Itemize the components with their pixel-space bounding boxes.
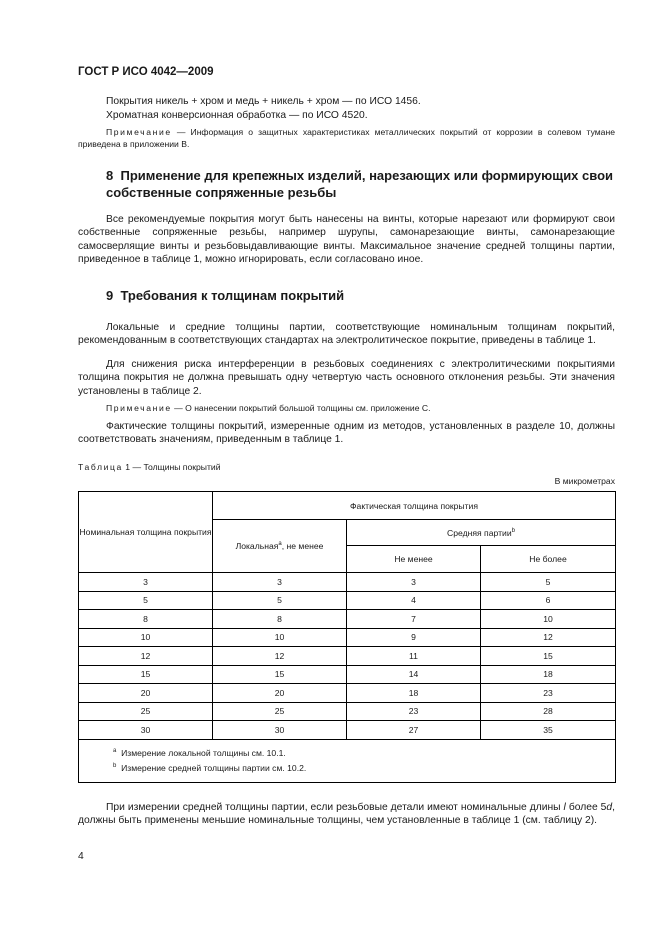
table-row: [79, 721, 616, 740]
footnote-a-mark: a: [113, 747, 117, 754]
cell: 27: [347, 721, 481, 740]
note-1: [78, 126, 615, 151]
table-row: [79, 610, 616, 629]
table-caption-label: Таблица: [78, 462, 123, 472]
table-row: [79, 684, 616, 703]
table-row: [79, 591, 616, 610]
cell: 15: [79, 665, 213, 684]
section-9-paragraph-2: Для снижения риска интерференции в резьбовых соединениях с электролитическими покрытиями толщина покрытия не должна превышать одну четвертую часть основного отклонения резьбы. Эти значения установлены в таблице 2.: [78, 359, 615, 397]
note-2: [78, 402, 615, 414]
table-caption: [78, 462, 221, 472]
cell: 30: [79, 721, 213, 740]
section-title: Требования к толщинам покрытий: [120, 288, 345, 303]
header-actual: Фактическая толщина покрытия: [213, 492, 616, 520]
cell: 23: [347, 702, 481, 721]
note-text: — О нанесении покрытий большой толщины см. приложение С.: [171, 403, 431, 413]
header-min: Не менее: [347, 546, 481, 573]
cell: 28: [481, 702, 616, 721]
table-unit: В микрометрах: [554, 476, 615, 486]
cell: 12: [481, 628, 616, 647]
header-local-suffix: , не менее: [281, 541, 324, 551]
cell: 20: [213, 684, 347, 703]
cell: 10: [481, 610, 616, 629]
table-row: [79, 573, 616, 592]
table-row: [79, 628, 616, 647]
note-label: Примечание: [106, 403, 172, 413]
note-label: Примечание: [106, 127, 172, 137]
cell: 30: [213, 721, 347, 740]
cell: 18: [347, 684, 481, 703]
cell: 3: [347, 573, 481, 592]
page-number: 4: [78, 851, 84, 862]
final-paragraph: [78, 801, 615, 828]
cell: 8: [213, 610, 347, 629]
footnote-b-mark: b: [113, 762, 117, 769]
cell: 3: [79, 573, 213, 592]
cell: 14: [347, 665, 481, 684]
footnote-a: [113, 746, 615, 761]
section-8-heading: [106, 167, 615, 201]
cell: 10: [213, 628, 347, 647]
cell: 25: [79, 702, 213, 721]
cell: 35: [481, 721, 616, 740]
cell: 12: [213, 647, 347, 666]
footnote-ref-b: b: [511, 527, 515, 534]
intro-line-2: Хроматная конверсионная обработка — по ИСО 4520.: [106, 110, 368, 121]
footnote-ref-a: а: [278, 541, 282, 548]
cell: 23: [481, 684, 616, 703]
document-header: ГОСТ Р ИСО 4042—2009: [78, 66, 214, 78]
cell: 18: [481, 665, 616, 684]
cell: 5: [213, 591, 347, 610]
footnote-b-text: Измерение средней толщины партии см. 10.2.: [121, 762, 307, 773]
final-part-2: более 5: [565, 802, 607, 813]
section-9-paragraph-1: Локальные и средние толщины партии, соответствующие номинальным толщинам покрытий, рекомендованным в соответствующих стандартах на электролитическое покрытие, приведены в таблице 1.: [78, 322, 615, 347]
header-max: Не более: [481, 546, 616, 573]
cell: 6: [481, 591, 616, 610]
section-title: Применение для крепежных изделий, нарезающих или формирующих свои собственные сопряженные резьбы: [106, 168, 614, 200]
final-part-3: , должны быть применены меньшие номинальные толщины, чем установленные в таблице 1 (см. таблицу 2).: [78, 802, 615, 827]
coating-thickness-table: [78, 491, 616, 783]
section-number: 8: [106, 168, 114, 183]
cell: 25: [213, 702, 347, 721]
header-batch: [347, 520, 616, 546]
cell: 3: [213, 573, 347, 592]
table-row: [79, 647, 616, 666]
footnote-a-text: Измерение локальной толщины см. 10.1.: [121, 747, 286, 758]
header-batch-label: Средняя партии: [447, 527, 512, 538]
footnote-b: [113, 761, 615, 776]
cell: 11: [347, 647, 481, 666]
section-9-paragraph-3: Фактические толщины покрытий, измеренные одним из методов, установленных в разделе 10, должны соответствовать значениям, приведенным в таблице 1.: [78, 421, 615, 446]
cell: 12: [79, 647, 213, 666]
intro-line-1: Покрытия никель + хром и медь + никель + хром — по ИСО 1456.: [106, 96, 421, 107]
section-8-paragraph: Все рекомендуемые покрытия могут быть нанесены на винты, которые нарезают или формируют свои собственные сопряженные резьбы, например шурупы, самонарезающие винты, самонарезающие самосверлящие винты и резьбовыдавливающие винты. Максимальное значение средней толщины партии, приведенное в таблице 1, можно игнорировать, если согласовано иное.: [78, 214, 615, 266]
cell: 8: [79, 610, 213, 629]
header-nominal: Номинальная толщина покрытия: [79, 492, 213, 573]
final-part-1: При измерении средней толщины партии, если резьбовые детали имеют номинальные длины: [106, 802, 564, 813]
table-row: [79, 702, 616, 721]
header-local-label: Локальная: [235, 541, 279, 551]
table-footnotes: [79, 739, 616, 782]
cell: 20: [79, 684, 213, 703]
table-caption-text: 1 — Толщины покрытий: [122, 462, 221, 472]
variable-d: d: [606, 802, 613, 813]
variable-l: l: [563, 802, 566, 813]
cell: 4: [347, 591, 481, 610]
header-local: [213, 520, 347, 573]
cell: 15: [213, 665, 347, 684]
cell: 9: [347, 628, 481, 647]
table-row: [79, 665, 616, 684]
cell: 15: [481, 647, 616, 666]
note-text: — Информация о защитных характеристиках металлических покрытий от коррозии в солевом тумане приведена в приложении В.: [78, 127, 615, 150]
cell: 10: [79, 628, 213, 647]
section-number: 9: [106, 288, 114, 303]
cell: 7: [347, 610, 481, 629]
cell: 5: [481, 573, 616, 592]
section-9-heading: [106, 287, 615, 304]
cell: 5: [79, 591, 213, 610]
